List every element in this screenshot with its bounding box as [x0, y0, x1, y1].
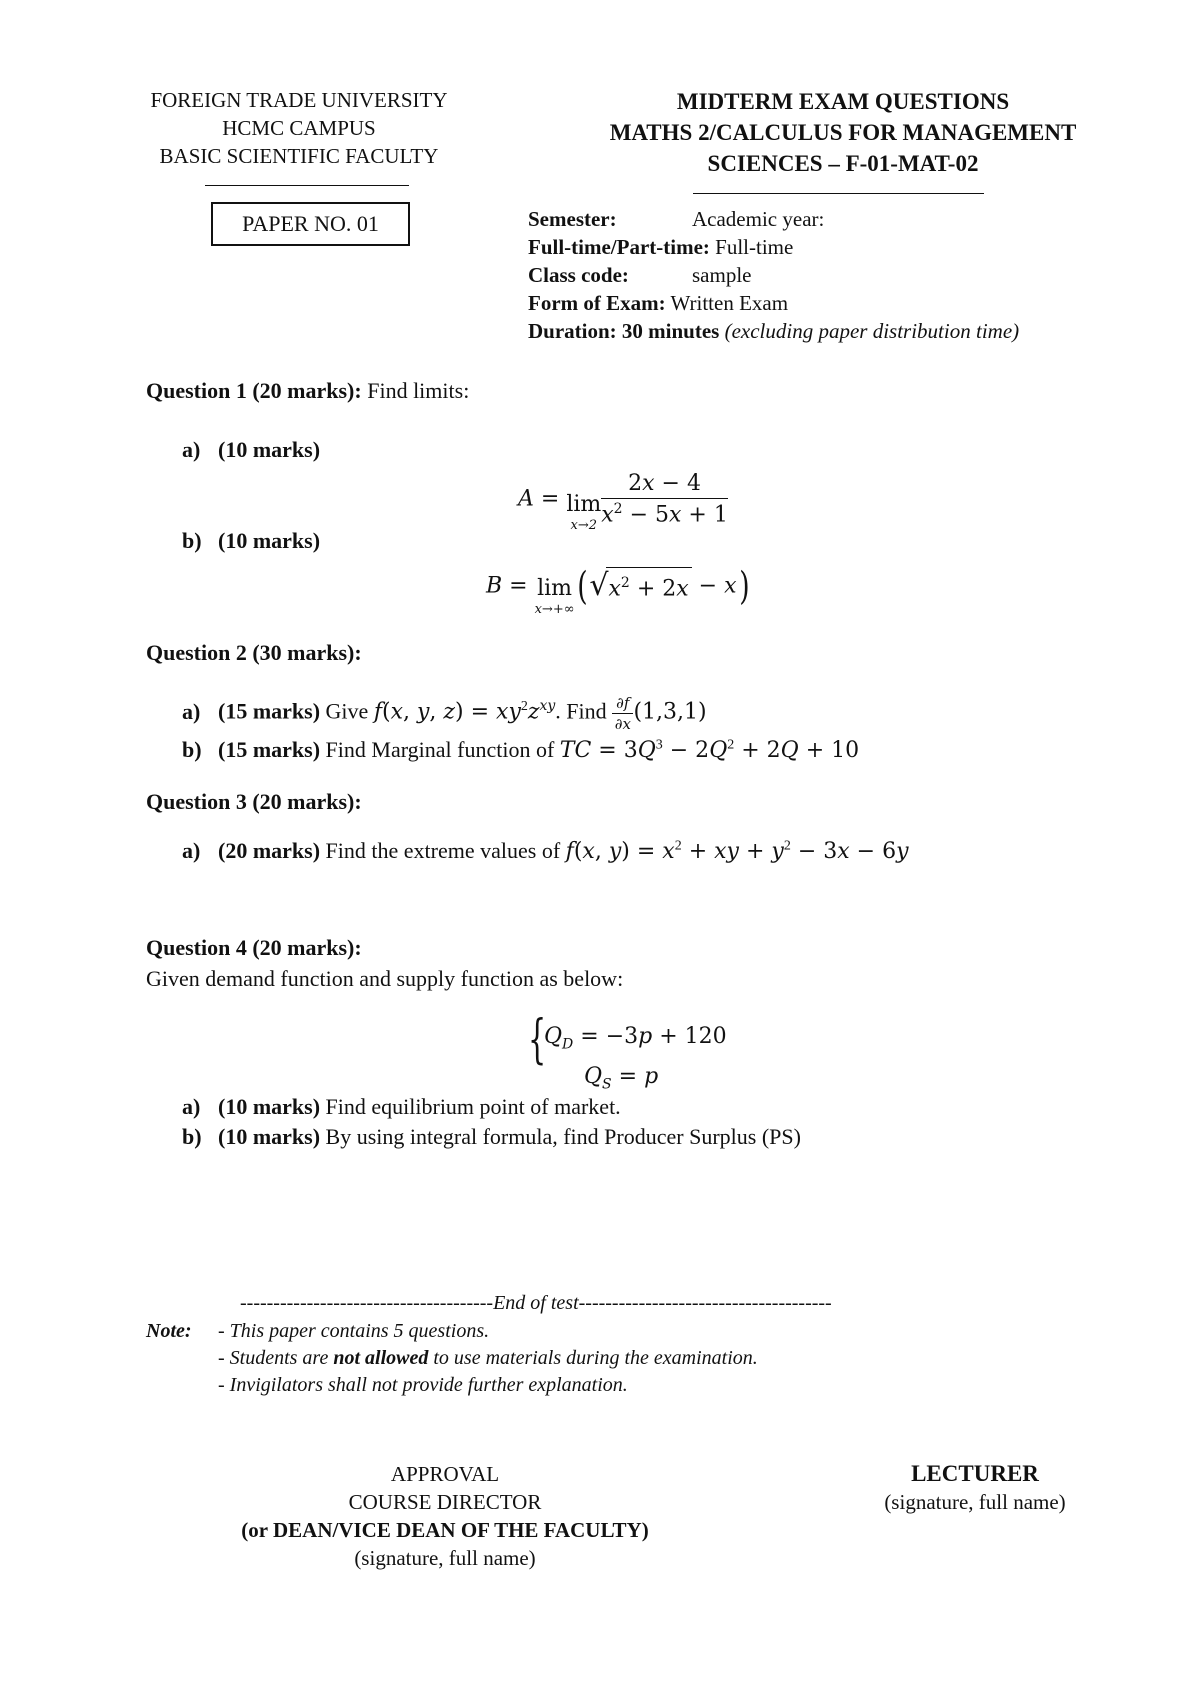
class-code-label: Class code: — [528, 263, 629, 287]
question-3-heading — [146, 789, 362, 815]
question-2a-letter: a) — [182, 698, 201, 724]
lecturer-title: LECTURER — [911, 1461, 1039, 1486]
formula-limit-a: A = lim x→2 $\frac{2x - 4}{x^2 - 5x + 1}$ — [518, 470, 728, 533]
question-4a-letter: a) — [182, 1094, 201, 1119]
note-2: - Students are not allowed to use materials during the examination. — [218, 1347, 758, 1369]
campus-name: HCMC CAMPUS — [222, 116, 376, 140]
lecturer-signature-block — [850, 1460, 1100, 1516]
question-1a-letter: a) — [182, 437, 201, 462]
question-4-text: Given demand function and supply function as below: — [146, 966, 624, 991]
question-2-heading — [146, 640, 362, 666]
formula-tc: TC = $3Q^3 - 2Q^2 + 2Q + 10$ — [559, 737, 860, 763]
question-4-title: Question 4 (20 marks): — [146, 935, 362, 960]
exam-title-block — [558, 86, 1128, 179]
note-label: Note: — [146, 1320, 192, 1342]
end-of-test-line: --------------------------------------End of test-------------------------------------- — [240, 1292, 832, 1314]
question-2b-text: Find Marginal function of — [325, 737, 555, 762]
faculty-name: BASIC SCIENTIFIC FACULTY — [159, 144, 439, 168]
question-4b-letter: b) — [182, 1124, 202, 1149]
mode-row — [528, 233, 1019, 261]
exam-title-line2: MATHS 2/CALCULUS FOR MANAGEMENT — [609, 120, 1077, 145]
note-2-emphasis: not allowed — [333, 1347, 429, 1369]
question-1a — [182, 437, 320, 463]
question-3a-text: Find the extreme values of — [325, 838, 561, 863]
formula-f-xy: f(x, $y) = x^2$ + xy + $y^2 - 3x - 6y$ — [565, 838, 909, 864]
formula-partial-derivative: $\frac{\partial f}{\partial x}$ — [612, 695, 633, 732]
question-1-text: Find limits: — [367, 378, 470, 403]
approval-title: APPROVAL — [390, 1462, 500, 1486]
question-2a: a) (15 marks) Give f(x, y, $z) = xy^2z^{xy}$. Find $\frac{\partial f}{\partial x}$ (1,3,1) — [182, 694, 707, 733]
duration-row — [528, 317, 1019, 345]
semester-row — [528, 205, 1019, 233]
approval-course-director: COURSE DIRECTOR — [348, 1490, 542, 1514]
duration-note: (excluding paper distribution time) — [724, 319, 1020, 343]
question-2b — [182, 737, 859, 763]
class-code-row — [528, 261, 1019, 289]
approval-signature-hint: (signature, full name) — [354, 1546, 536, 1570]
exam-title-line3: SCIENCES – F-01-MAT-02 — [707, 151, 979, 176]
question-2b-letter: b) — [182, 737, 202, 762]
duration-label: Duration: 30 minutes — [528, 319, 720, 343]
approval-signature-block — [195, 1460, 695, 1572]
question-2-title: Question 2 (30 marks): — [146, 640, 362, 665]
question-4a — [182, 1094, 621, 1120]
academic-year-label: Academic year: — [692, 207, 825, 231]
question-4a-text: Find equilibrium point of market. — [325, 1094, 621, 1119]
exam-title-line1: MIDTERM EXAM QUESTIONS — [676, 89, 1010, 114]
question-3a-marks: (20 marks) — [218, 838, 321, 863]
question-2b-marks: (15 marks) — [218, 737, 321, 762]
notes-block — [146, 1318, 758, 1399]
university-divider — [205, 185, 409, 186]
class-code-value: sample — [692, 263, 752, 287]
question-1-heading — [146, 378, 469, 404]
semester-label: Semester: — [528, 207, 617, 231]
question-2a-marks: (15 marks) — [218, 698, 321, 724]
formula-f-xyz: f — [373, 699, 382, 725]
question-2a-find: . Find — [555, 698, 607, 724]
mode-label: Full-time/Part-time: — [528, 235, 710, 259]
question-1-title: Question 1 (20 marks): — [146, 378, 362, 403]
form-label: Form of Exam: — [528, 291, 666, 315]
question-4b-marks: (10 marks) — [218, 1124, 321, 1149]
exam-info — [528, 205, 1019, 345]
lecturer-signature-hint: (signature, full name) — [884, 1490, 1066, 1514]
note-3: - Invigilators shall not provide further explanation. — [218, 1374, 628, 1396]
mode-value: Full-time — [715, 235, 794, 259]
paper-number-box: PAPER NO. 01 — [211, 202, 410, 246]
question-2a-text: Give — [325, 698, 369, 724]
question-4b-text: By using integral formula, find Producer Surplus (PS) — [325, 1124, 801, 1149]
question-3a-letter: a) — [182, 838, 201, 863]
question-1b-letter: b) — [182, 528, 202, 553]
question-4-heading — [146, 935, 362, 961]
question-1a-marks: (10 marks) — [218, 437, 321, 462]
formula-demand-supply-system: { $Q_D = -3p + 120$ $Q_S = p$ — [528, 1010, 727, 1093]
form-value: Written Exam — [670, 291, 789, 315]
question-3-title: Question 3 (20 marks): — [146, 789, 362, 814]
formula-limit-b: B = lim x→+∞ $(√x^2 + 2x - x)$ — [486, 564, 750, 617]
question-1b — [182, 528, 320, 554]
form-row — [528, 289, 1019, 317]
approval-dean: (or DEAN/VICE DEAN OF THE FACULTY) — [241, 1518, 649, 1542]
question-1b-marks: (10 marks) — [218, 528, 321, 553]
university-name: FOREIGN TRADE UNIVERSITY — [150, 88, 448, 112]
question-3a — [182, 838, 909, 864]
question-4a-marks: (10 marks) — [218, 1094, 321, 1119]
university-block — [120, 86, 478, 170]
title-divider — [693, 193, 984, 194]
question-4b — [182, 1124, 801, 1150]
note-1: - This paper contains 5 questions. — [218, 1320, 490, 1342]
